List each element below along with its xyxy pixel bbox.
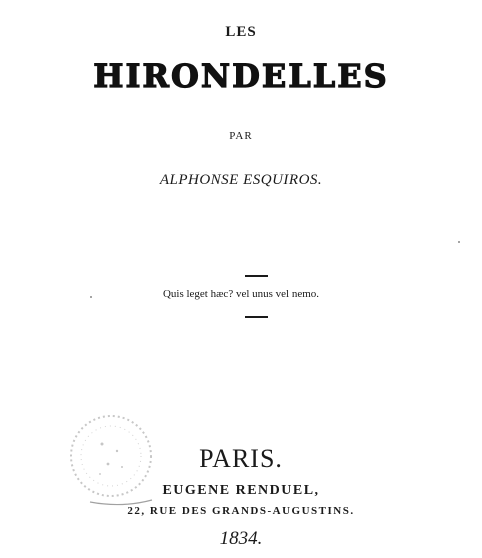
publisher-address: 22, RUE DES GRANDS-AUGUSTINS. — [127, 505, 355, 517]
publication-year: 1834. — [219, 528, 263, 549]
paper-speck — [90, 296, 92, 298]
book-title: HIRONDELLES — [93, 57, 389, 95]
title-article: LES — [225, 24, 257, 40]
epigraph: Quis leget hæc? vel unus vel nemo. — [162, 288, 320, 300]
divider-top — [245, 275, 268, 277]
author-name: ALPHONSE ESQUIROS. — [159, 172, 323, 188]
divider-bottom — [245, 316, 268, 318]
by-line: PAR — [229, 130, 253, 142]
paper-speck — [458, 241, 460, 243]
publisher-name: EUGENE RENDUEL, — [162, 483, 320, 498]
imprint-city: PARIS. — [199, 444, 283, 473]
